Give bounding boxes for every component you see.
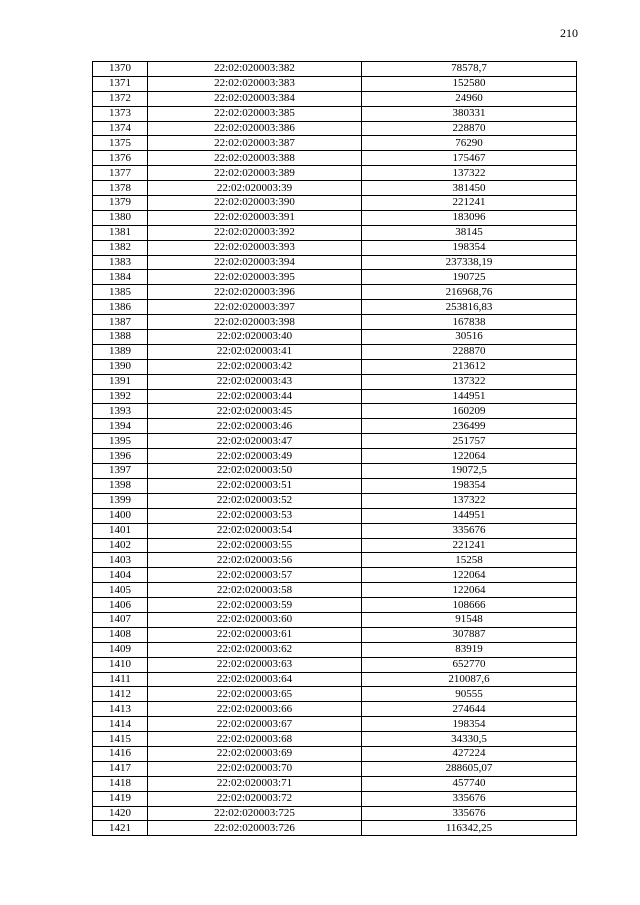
row-number-cell: 1415 bbox=[93, 732, 148, 747]
table-row bbox=[93, 374, 577, 389]
cadastral-number-cell: 22:02:020003:69 bbox=[148, 746, 362, 761]
value-cell: 24960 bbox=[362, 91, 577, 106]
value-cell: 288605,07 bbox=[362, 761, 577, 776]
value-cell: 237338,19 bbox=[362, 255, 577, 270]
cadastral-number-cell: 22:02:020003:386 bbox=[148, 121, 362, 136]
row-number-cell: 1400 bbox=[93, 508, 148, 523]
table-row bbox=[93, 538, 577, 553]
page-number: 210 bbox=[560, 26, 578, 40]
row-number-cell: 1418 bbox=[93, 776, 148, 791]
row-number-cell: 1371 bbox=[93, 76, 148, 91]
table-row bbox=[93, 806, 577, 821]
table-row bbox=[93, 62, 577, 77]
value-cell: 274644 bbox=[362, 702, 577, 717]
table-row bbox=[93, 464, 577, 479]
cadastral-number-cell: 22:02:020003:39 bbox=[148, 181, 362, 196]
cadastral-number-cell: 22:02:020003:67 bbox=[148, 717, 362, 732]
row-number-cell: 1379 bbox=[93, 196, 148, 211]
table-row bbox=[93, 553, 577, 568]
row-number-cell: 1380 bbox=[93, 210, 148, 225]
cadastral-number-cell: 22:02:020003:57 bbox=[148, 568, 362, 583]
row-number-cell: 1411 bbox=[93, 672, 148, 687]
table-row bbox=[93, 181, 577, 196]
table-row bbox=[93, 166, 577, 181]
row-number-cell: 1412 bbox=[93, 687, 148, 702]
cadastral-number-cell: 22:02:020003:54 bbox=[148, 523, 362, 538]
cadastral-number-cell: 22:02:020003:391 bbox=[148, 210, 362, 225]
cadastral-number-cell: 22:02:020003:61 bbox=[148, 627, 362, 642]
value-cell: 160209 bbox=[362, 404, 577, 419]
row-number-cell: 1405 bbox=[93, 583, 148, 598]
cadastral-number-cell: 22:02:020003:44 bbox=[148, 389, 362, 404]
value-cell: 152580 bbox=[362, 76, 577, 91]
row-number-cell: 1414 bbox=[93, 717, 148, 732]
row-number-cell: 1398 bbox=[93, 478, 148, 493]
cadastral-number-cell: 22:02:020003:41 bbox=[148, 344, 362, 359]
row-number-cell: 1401 bbox=[93, 523, 148, 538]
table-row bbox=[93, 270, 577, 285]
table-row bbox=[93, 91, 577, 106]
table-row bbox=[93, 657, 577, 672]
row-number-cell: 1370 bbox=[93, 62, 148, 77]
cadastral-number-cell: 22:02:020003:390 bbox=[148, 196, 362, 211]
cadastral-number-cell: 22:02:020003:726 bbox=[148, 821, 362, 836]
row-number-cell: 1406 bbox=[93, 598, 148, 613]
value-cell: 213612 bbox=[362, 359, 577, 374]
value-cell: 108666 bbox=[362, 598, 577, 613]
table-row bbox=[93, 598, 577, 613]
row-number-cell: 1416 bbox=[93, 746, 148, 761]
cadastral-number-cell: 22:02:020003:40 bbox=[148, 330, 362, 345]
value-cell: 380331 bbox=[362, 106, 577, 121]
value-cell: 216968,76 bbox=[362, 285, 577, 300]
value-cell: 190725 bbox=[362, 270, 577, 285]
row-number-cell: 1399 bbox=[93, 493, 148, 508]
value-cell: 221241 bbox=[362, 196, 577, 211]
table-row bbox=[93, 151, 577, 166]
value-cell: 175467 bbox=[362, 151, 577, 166]
row-number-cell: 1397 bbox=[93, 464, 148, 479]
cadastral-number-cell: 22:02:020003:72 bbox=[148, 791, 362, 806]
table-row bbox=[93, 344, 577, 359]
table-row bbox=[93, 240, 577, 255]
table-row bbox=[93, 702, 577, 717]
value-cell: 307887 bbox=[362, 627, 577, 642]
row-number-cell: 1373 bbox=[93, 106, 148, 121]
table-row bbox=[93, 359, 577, 374]
row-number-cell: 1395 bbox=[93, 434, 148, 449]
cadastral-number-cell: 22:02:020003:53 bbox=[148, 508, 362, 523]
cadastral-number-cell: 22:02:020003:64 bbox=[148, 672, 362, 687]
cadastral-number-cell: 22:02:020003:384 bbox=[148, 91, 362, 106]
table-row bbox=[93, 389, 577, 404]
value-cell: 144951 bbox=[362, 389, 577, 404]
value-cell: 83919 bbox=[362, 642, 577, 657]
row-number-cell: 1378 bbox=[93, 181, 148, 196]
table-row bbox=[93, 627, 577, 642]
table-row bbox=[93, 210, 577, 225]
cadastral-number-cell: 22:02:020003:70 bbox=[148, 761, 362, 776]
value-cell: 335676 bbox=[362, 791, 577, 806]
row-number-cell: 1384 bbox=[93, 270, 148, 285]
row-number-cell: 1383 bbox=[93, 255, 148, 270]
table-row bbox=[93, 821, 577, 836]
cadastral-number-cell: 22:02:020003:393 bbox=[148, 240, 362, 255]
value-cell: 335676 bbox=[362, 806, 577, 821]
cadastral-number-cell: 22:02:020003:725 bbox=[148, 806, 362, 821]
row-number-cell: 1377 bbox=[93, 166, 148, 181]
cadastral-number-cell: 22:02:020003:46 bbox=[148, 419, 362, 434]
value-cell: 90555 bbox=[362, 687, 577, 702]
cadastral-number-cell: 22:02:020003:60 bbox=[148, 612, 362, 627]
cadastral-number-cell: 22:02:020003:382 bbox=[148, 62, 362, 77]
table-row bbox=[93, 568, 577, 583]
cadastral-number-cell: 22:02:020003:66 bbox=[148, 702, 362, 717]
table-row bbox=[93, 121, 577, 136]
value-cell: 251757 bbox=[362, 434, 577, 449]
table-row bbox=[93, 776, 577, 791]
row-number-cell: 1391 bbox=[93, 374, 148, 389]
table-row bbox=[93, 330, 577, 345]
row-number-cell: 1420 bbox=[93, 806, 148, 821]
row-number-cell: 1410 bbox=[93, 657, 148, 672]
cadastral-number-cell: 22:02:020003:50 bbox=[148, 464, 362, 479]
value-cell: 228870 bbox=[362, 344, 577, 359]
row-number-cell: 1403 bbox=[93, 553, 148, 568]
cadastral-number-cell: 22:02:020003:62 bbox=[148, 642, 362, 657]
value-cell: 198354 bbox=[362, 240, 577, 255]
row-number-cell: 1409 bbox=[93, 642, 148, 657]
cadastral-number-cell: 22:02:020003:43 bbox=[148, 374, 362, 389]
table-row bbox=[93, 196, 577, 211]
table-row bbox=[93, 136, 577, 151]
cadastral-number-cell: 22:02:020003:42 bbox=[148, 359, 362, 374]
table-row bbox=[93, 300, 577, 315]
table-row bbox=[93, 687, 577, 702]
table-row bbox=[93, 508, 577, 523]
value-cell: 122064 bbox=[362, 583, 577, 598]
table-row bbox=[93, 449, 577, 464]
cadastral-number-cell: 22:02:020003:49 bbox=[148, 449, 362, 464]
row-number-cell: 1381 bbox=[93, 225, 148, 240]
table-row bbox=[93, 642, 577, 657]
table-row bbox=[93, 746, 577, 761]
row-number-cell: 1390 bbox=[93, 359, 148, 374]
cadastral-number-cell: 22:02:020003:394 bbox=[148, 255, 362, 270]
row-number-cell: 1388 bbox=[93, 330, 148, 345]
value-cell: 167838 bbox=[362, 315, 577, 330]
row-number-cell: 1385 bbox=[93, 285, 148, 300]
value-cell: 253816,83 bbox=[362, 300, 577, 315]
cadastral-number-cell: 22:02:020003:58 bbox=[148, 583, 362, 598]
table-row bbox=[93, 523, 577, 538]
row-number-cell: 1407 bbox=[93, 612, 148, 627]
cadastral-number-cell: 22:02:020003:71 bbox=[148, 776, 362, 791]
row-number-cell: 1392 bbox=[93, 389, 148, 404]
value-cell: 381450 bbox=[362, 181, 577, 196]
value-cell: 19072,5 bbox=[362, 464, 577, 479]
row-number-cell: 1396 bbox=[93, 449, 148, 464]
table-row bbox=[93, 478, 577, 493]
cadastral-number-cell: 22:02:020003:387 bbox=[148, 136, 362, 151]
value-cell: 30516 bbox=[362, 330, 577, 345]
table-row bbox=[93, 761, 577, 776]
cadastral-number-cell: 22:02:020003:383 bbox=[148, 76, 362, 91]
value-cell: 198354 bbox=[362, 478, 577, 493]
value-cell: 137322 bbox=[362, 166, 577, 181]
value-cell: 198354 bbox=[362, 717, 577, 732]
cadastral-number-cell: 22:02:020003:52 bbox=[148, 493, 362, 508]
table-row bbox=[93, 434, 577, 449]
row-number-cell: 1372 bbox=[93, 91, 148, 106]
table-row bbox=[93, 285, 577, 300]
value-cell: 38145 bbox=[362, 225, 577, 240]
cadastral-number-cell: 22:02:020003:56 bbox=[148, 553, 362, 568]
table-row bbox=[93, 419, 577, 434]
row-number-cell: 1382 bbox=[93, 240, 148, 255]
cadastral-number-cell: 22:02:020003:385 bbox=[148, 106, 362, 121]
row-number-cell: 1374 bbox=[93, 121, 148, 136]
row-number-cell: 1394 bbox=[93, 419, 148, 434]
table-row bbox=[93, 255, 577, 270]
value-cell: 137322 bbox=[362, 493, 577, 508]
cadastral-number-cell: 22:02:020003:396 bbox=[148, 285, 362, 300]
cadastral-number-cell: 22:02:020003:51 bbox=[148, 478, 362, 493]
row-number-cell: 1402 bbox=[93, 538, 148, 553]
value-cell: 76290 bbox=[362, 136, 577, 151]
cadastral-number-cell: 22:02:020003:395 bbox=[148, 270, 362, 285]
value-cell: 91548 bbox=[362, 612, 577, 627]
table-row bbox=[93, 717, 577, 732]
value-cell: 144951 bbox=[362, 508, 577, 523]
value-cell: 34330,5 bbox=[362, 732, 577, 747]
value-cell: 228870 bbox=[362, 121, 577, 136]
value-cell: 236499 bbox=[362, 419, 577, 434]
cadastral-number-cell: 22:02:020003:59 bbox=[148, 598, 362, 613]
cadastral-number-cell: 22:02:020003:55 bbox=[148, 538, 362, 553]
row-number-cell: 1413 bbox=[93, 702, 148, 717]
row-number-cell: 1408 bbox=[93, 627, 148, 642]
table-row bbox=[93, 404, 577, 419]
cadastral-value-table bbox=[92, 61, 577, 836]
table-row bbox=[93, 315, 577, 330]
table-row bbox=[93, 732, 577, 747]
table-row bbox=[93, 76, 577, 91]
value-cell: 427224 bbox=[362, 746, 577, 761]
value-cell: 183096 bbox=[362, 210, 577, 225]
row-number-cell: 1417 bbox=[93, 761, 148, 776]
row-number-cell: 1421 bbox=[93, 821, 148, 836]
table-row bbox=[93, 791, 577, 806]
value-cell: 116342,25 bbox=[362, 821, 577, 836]
cadastral-number-cell: 22:02:020003:68 bbox=[148, 732, 362, 747]
cadastral-number-cell: 22:02:020003:397 bbox=[148, 300, 362, 315]
table-row bbox=[93, 106, 577, 121]
cadastral-number-cell: 22:02:020003:388 bbox=[148, 151, 362, 166]
row-number-cell: 1376 bbox=[93, 151, 148, 166]
row-number-cell: 1389 bbox=[93, 344, 148, 359]
cadastral-number-cell: 22:02:020003:47 bbox=[148, 434, 362, 449]
table-row bbox=[93, 583, 577, 598]
value-cell: 15258 bbox=[362, 553, 577, 568]
table-row bbox=[93, 612, 577, 627]
value-cell: 335676 bbox=[362, 523, 577, 538]
table-row bbox=[93, 225, 577, 240]
cadastral-number-cell: 22:02:020003:389 bbox=[148, 166, 362, 181]
row-number-cell: 1387 bbox=[93, 315, 148, 330]
row-number-cell: 1386 bbox=[93, 300, 148, 315]
row-number-cell: 1419 bbox=[93, 791, 148, 806]
value-cell: 122064 bbox=[362, 449, 577, 464]
cadastral-number-cell: 22:02:020003:45 bbox=[148, 404, 362, 419]
value-cell: 78578,7 bbox=[362, 62, 577, 77]
value-cell: 221241 bbox=[362, 538, 577, 553]
cadastral-number-cell: 22:02:020003:65 bbox=[148, 687, 362, 702]
table-body bbox=[93, 62, 577, 836]
table-row bbox=[93, 672, 577, 687]
value-cell: 210087,6 bbox=[362, 672, 577, 687]
row-number-cell: 1393 bbox=[93, 404, 148, 419]
cadastral-number-cell: 22:02:020003:392 bbox=[148, 225, 362, 240]
value-cell: 457740 bbox=[362, 776, 577, 791]
cadastral-number-cell: 22:02:020003:398 bbox=[148, 315, 362, 330]
row-number-cell: 1375 bbox=[93, 136, 148, 151]
row-number-cell: 1404 bbox=[93, 568, 148, 583]
value-cell: 137322 bbox=[362, 374, 577, 389]
value-cell: 652770 bbox=[362, 657, 577, 672]
cadastral-number-cell: 22:02:020003:63 bbox=[148, 657, 362, 672]
table-row bbox=[93, 493, 577, 508]
value-cell: 122064 bbox=[362, 568, 577, 583]
